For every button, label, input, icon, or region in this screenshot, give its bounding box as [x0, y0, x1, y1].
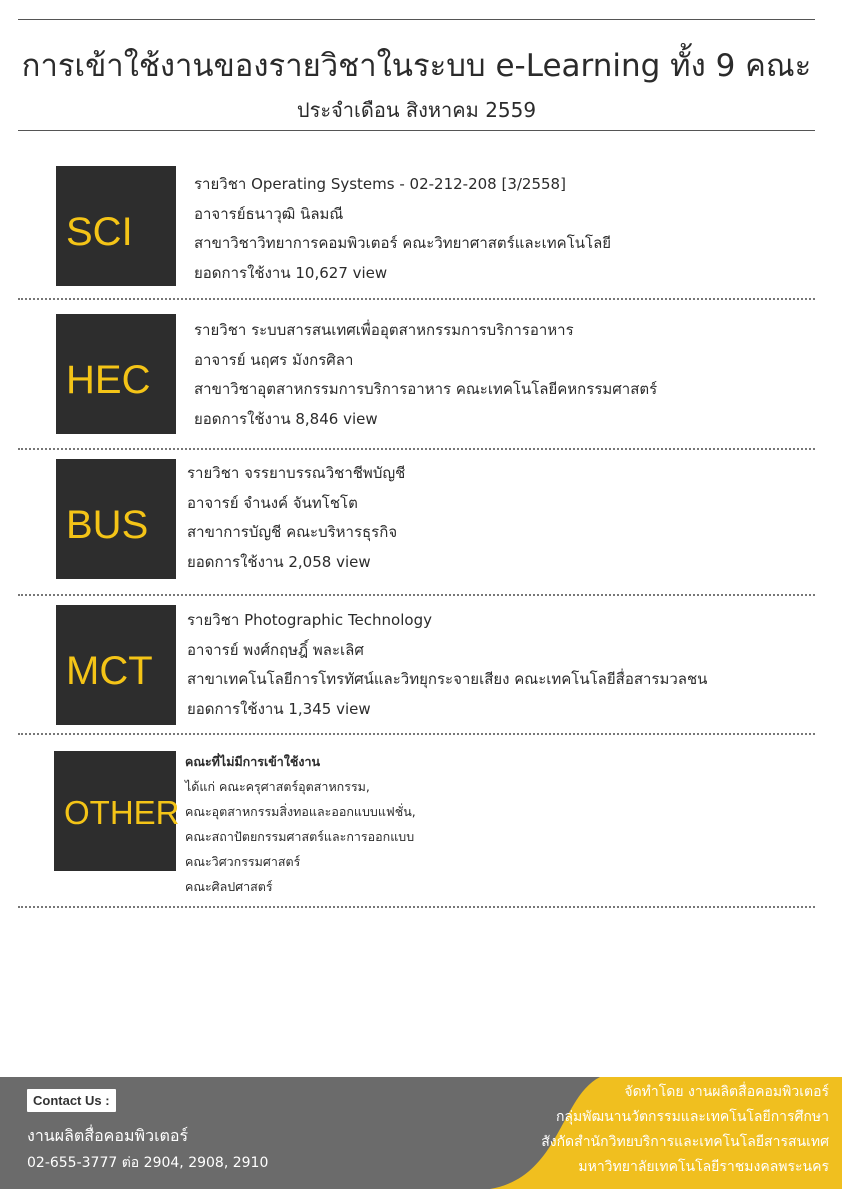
faculty-code: MCT: [66, 649, 153, 693]
credit-line: จัดทำโดย งานผลิตสื่อคอมพิวเตอร์: [624, 1084, 829, 1100]
entry-divider: [18, 906, 815, 908]
faculty-code: OTHER: [64, 794, 180, 831]
course-name: รายวิชา Operating Systems - 02-212-208 [3/2558]: [194, 175, 566, 193]
credit-line: สังกัดสำนักวิทยบริการและเทคโนโลยีสารสนเทศ: [541, 1134, 829, 1150]
usage-count: ยอดการใช้งาน 1,345 view: [187, 699, 371, 718]
other-line: ได้แก่ คณะครุศาสตร์อุตสาหกรรม,: [185, 779, 370, 794]
faculty-badge: [56, 605, 176, 725]
course-name: รายวิชา Photographic Technology: [187, 611, 432, 629]
other-line: คณะวิศวกรรมศาสตร์: [185, 854, 301, 869]
header-bottom-rule: [18, 130, 815, 131]
usage-count: ยอดการใช้งาน 10,627 view: [194, 263, 388, 282]
department-name: สาขาการบัญชี คณะบริหารธุรกิจ: [187, 523, 398, 541]
instructor-name: อาจารย์ธนาวุฒิ นิลมณี: [194, 204, 344, 223]
entry-info: [194, 170, 611, 288]
usage-count: ยอดการใช้งาน 8,846 view: [194, 409, 378, 428]
faculty-badge: [54, 751, 180, 871]
faculty-badge: [56, 314, 176, 434]
page-title: การเข้าใช้งานของรายวิชาในระบบ e-Learning ทั้ง 9 คณะ: [21, 48, 812, 84]
other-heading: คณะที่ไม่มีการเข้าใช้งาน: [185, 754, 321, 769]
footer-org-name: งานผลิตสื่อคอมพิวเตอร์: [27, 1126, 189, 1145]
faculty-code: BUS: [66, 503, 149, 547]
page-subtitle: ประจำเดือน สิงหาคม 2559: [296, 98, 537, 122]
footer-phone: 02-655-3777 ต่อ 2904, 2908, 2910: [27, 1155, 269, 1171]
entry-divider: [18, 298, 815, 300]
footer-credits: [541, 1080, 829, 1180]
course-name: รายวิชา จรรยาบรรณวิชาชีพบัญชี: [187, 464, 406, 482]
entry-divider: [18, 733, 815, 735]
other-line: คณะศิลปศาสตร์: [185, 879, 273, 894]
usage-count: ยอดการใช้งาน 2,058 view: [187, 552, 371, 571]
other-line: คณะอุตสาหกรรมสิ่งทอและออกแบบแฟชั่น,: [185, 804, 416, 819]
faculty-badge: [56, 166, 176, 286]
instructor-name: อาจารย์ พงศ์กฤษฎิ์ พละเลิศ: [187, 640, 364, 659]
instructor-name: อาจารย์ จำนงค์ จันทโชโต: [187, 493, 358, 512]
department-name: สาขาวิชาวิทยาการคอมพิวเตอร์ คณะวิทยาศาสตร์และเทคโนโลยี: [194, 234, 612, 252]
faculty-badge: [56, 459, 176, 579]
course-name: รายวิชา ระบบสารสนเทศเพื่ออุตสาหกรรมการบริการอาหาร: [194, 321, 574, 339]
department-name: สาขาเทคโนโลยีการโทรทัศน์และวิทยุกระจายเสียง คณะเทคโนโลยีสื่อสารมวลชน: [187, 670, 708, 688]
entry-divider: [18, 594, 815, 596]
entry-info: [187, 606, 707, 724]
instructor-name: อาจารย์ นฤศร มังกรศิลา: [194, 350, 354, 369]
credit-line: มหาวิทยาลัยเทคโนโลยีราชมงคลพระนคร: [578, 1159, 829, 1175]
faculty-code: HEC: [66, 358, 151, 402]
other-line: คณะสถาปัตยกรรมศาสตร์และการออกแบบ: [185, 829, 415, 844]
entry-info: [194, 316, 657, 434]
entry-info: [187, 459, 405, 577]
contact-us-button[interactable]: Contact Us :: [27, 1089, 116, 1112]
faculty-code: SCI: [66, 210, 133, 254]
other-info: [185, 749, 416, 899]
credit-line: กลุ่มพัฒนานวัตกรรมและเทคโนโลยีการศึกษา: [555, 1109, 829, 1125]
department-name: สาขาวิชาอุตสาหกรรมการบริการอาหาร คณะเทคโนโลยีคหกรรมศาสตร์: [194, 380, 658, 398]
top-rule: [18, 19, 815, 20]
entry-divider: [18, 448, 815, 450]
